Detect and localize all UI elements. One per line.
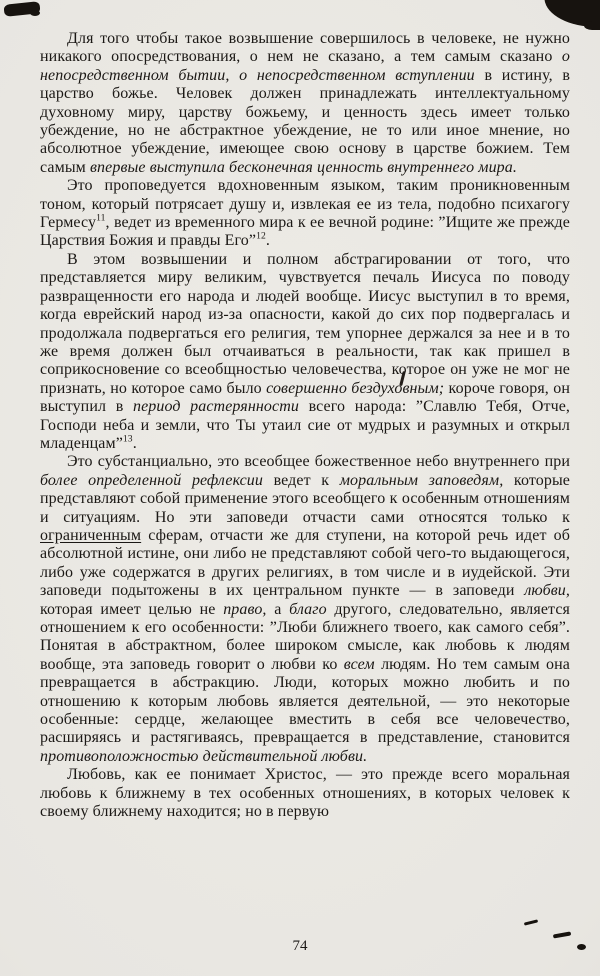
paragraph [40, 766, 570, 821]
text-run: В этом возвышении и полном абстрагировании от того, что представляется миру великим, чувствуется печаль Иисуса по поводу развращенности его народа и людей вообще. Иисус выступил в то время, когда еврейский народ из-за опасности, какой до сих пор подвергалась и продолжала подвергаться его религия, тем упорнее держался за нее и в то же время должен был отчаиваться в реальности, так как пришел в соприкосновение со всеобщностью человечества, которое он уже не мог не признать, но которое само было [40, 250, 570, 397]
text-run: короче говоря, он выступил в [40, 379, 570, 416]
text-run: людям. Но тем самым она превращается в абстракцию. Люди, которых можно любить и по отношению к которым любовь является деятельной, — это некоторые особенные: сердце, желающее вместить в себя все человечество, расширяясь и растягиваясь, превращается в представление, становится [40, 655, 570, 747]
text-run: 11 [96, 212, 106, 224]
text-run: моральным заповедям, [339, 471, 504, 489]
text-run: о непосредственном бытии, о непосредственном вступлении [40, 48, 570, 84]
text-run: другого, следовательно, является отношением к его особенности: ”Люби ближнего твоего, как самого себя”. Понятая в абстрактном, более широком смысле, как любовь к людям вообще, эта заповедь говорит о любви ко [40, 600, 570, 673]
text-run: противоположностью действительной любви. [40, 747, 368, 765]
text-run: . [265, 232, 271, 250]
paragraph [40, 177, 570, 251]
text-run: которые представляют собой применение этого всеобщего к особенным отношениям и ситуациям. Но эти заповеди отчасти сами относятся только к [40, 471, 571, 526]
ink-blot-top-right-small [584, 21, 600, 30]
text-run: период растерянности [132, 398, 299, 416]
text-run: всем [343, 655, 375, 673]
text-run: ограниченным [40, 526, 142, 544]
text-run: совершенно бездуховным; [266, 379, 445, 397]
text-run: 12 [256, 231, 266, 243]
text-run: , ведет из временно́го мира к ее вечной родине: ”Ищите же прежде Царствия Божия и правды Его” [40, 214, 570, 250]
text-run: Любовь, как ее понимает Христос, — это прежде всего моральная любовь к ближнему в тех особенных отношениях, в которых человек к своему ближнему находится; но в первую [40, 766, 570, 821]
paragraph [40, 453, 570, 766]
text-run: впервые выступила бесконечная ценность внутреннего мира. [90, 158, 517, 176]
ink-blot-top-left-small [30, 10, 40, 16]
text-run: ведет к [262, 471, 340, 489]
text-run: всего народа: ”Славлю Тебя, Отче, Господи неба и земли, что Ты утаил сие от мудрых и разумных и открыл младенцам” [40, 398, 571, 452]
text-run: Для того чтобы такое возвышение совершилось в человеке, не нужно никакого опосредствования, о нем не сказано, а тем самым сказано [40, 30, 570, 66]
text-run: право, [223, 600, 267, 618]
paragraph [40, 30, 570, 177]
text-run: в истину, в царство божье. Человек должен принадлежать интеллектуальному духовному миру, царству божьему, и ценность здесь имеет только убеждение, но не абстрактное убеждение, не то или иное мнение, но абсолютное убеждение, имеющее свою основу в царстве божием. Тем самым [40, 66, 570, 176]
text-run: Это субстанциально, это всеобщее божественное небо внутреннего при [67, 453, 570, 471]
text-run: Это проповедуется вдохновенным языком, таким проникновенным тоном, который потрясает душу и, извлекая ее из тела, подобно психагогу Гермесу [40, 177, 570, 232]
page-number: 74 [292, 938, 308, 954]
text-run: любви, [524, 582, 570, 600]
text-run: которая имеет целью не [40, 600, 224, 618]
text-run: . [132, 434, 137, 452]
text-run: благо [289, 600, 327, 618]
paragraph [40, 251, 570, 453]
text-run: а [266, 600, 290, 618]
text-run: 13 [122, 433, 133, 445]
ink-mark-bottom-right-1 [524, 919, 538, 925]
text-run: более определенной рефлексии [40, 471, 263, 489]
text-run: сферам, отчасти же для ступени, на которой речь идет об абсолютной истине, они либо не представляют собой чего-то выдающегося, либо уже содержатся в других религиях, в том числе и в иудейской. Эти заповеди подытожены в их центральном пункте — в заповеди [40, 526, 570, 600]
text-block [40, 30, 570, 821]
